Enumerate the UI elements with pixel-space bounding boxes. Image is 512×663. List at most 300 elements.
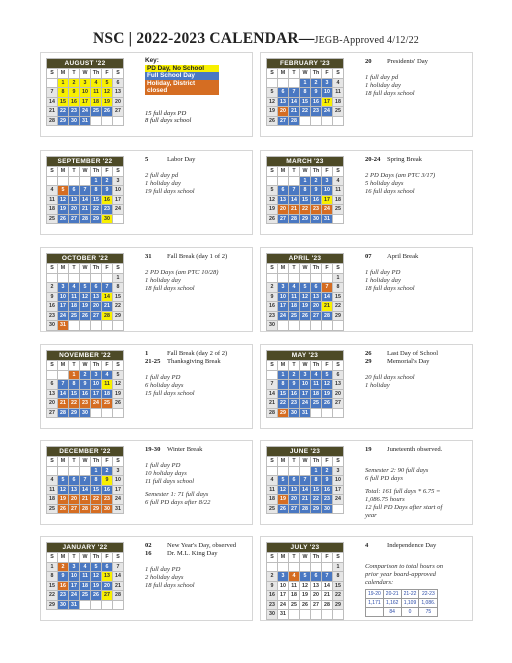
day-cell: 4 bbox=[289, 572, 300, 582]
day-cell: 12 bbox=[102, 88, 113, 98]
day-cell: 2 bbox=[322, 466, 333, 476]
day-cell: 12 bbox=[267, 195, 278, 205]
weekday-label: W bbox=[80, 457, 91, 467]
day-cell: 3 bbox=[69, 562, 80, 572]
day-cell: 14 bbox=[102, 292, 113, 302]
day-cell: 7 bbox=[267, 380, 278, 390]
event-date: 4 bbox=[365, 542, 369, 549]
day-cell: 5 bbox=[58, 186, 69, 196]
event bbox=[145, 358, 251, 366]
day-cell: 1 bbox=[113, 273, 124, 283]
day-cell bbox=[278, 273, 289, 283]
day-cell: 23 bbox=[267, 311, 278, 321]
day-cell bbox=[289, 176, 300, 186]
day-cell: 6 bbox=[311, 572, 322, 582]
day-cell: 23 bbox=[47, 311, 58, 321]
month-note: calendars: bbox=[365, 579, 394, 586]
day-cell: 11 bbox=[69, 292, 80, 302]
day-cell: 20 bbox=[278, 205, 289, 215]
day-cell: 26 bbox=[91, 591, 102, 601]
day-cell: 19 bbox=[267, 205, 278, 215]
day-cell: 30 bbox=[289, 408, 300, 418]
comparison-cell: 19-20 bbox=[366, 590, 384, 599]
day-cell: 28 bbox=[322, 600, 333, 610]
day-cell: 25 bbox=[102, 399, 113, 409]
day-cell: 12 bbox=[300, 292, 311, 302]
month-panel bbox=[260, 536, 473, 621]
weekday-label: S bbox=[113, 457, 124, 467]
day-cell bbox=[267, 176, 278, 186]
day-cell bbox=[322, 610, 333, 620]
day-cell: 27 bbox=[333, 399, 344, 409]
event bbox=[365, 350, 471, 358]
day-cell: 24 bbox=[278, 311, 289, 321]
day-cell bbox=[300, 466, 311, 476]
day-cell: 27 bbox=[69, 214, 80, 224]
day-cell: 19 bbox=[91, 581, 102, 591]
hours-comparison-table bbox=[365, 589, 438, 617]
day-cell: 22 bbox=[69, 399, 80, 409]
day-cell bbox=[289, 610, 300, 620]
day-cell bbox=[278, 176, 289, 186]
day-cell: 13 bbox=[47, 389, 58, 399]
day-cell: 30 bbox=[322, 504, 333, 514]
day-cell bbox=[113, 116, 124, 126]
day-cell: 28 bbox=[80, 214, 91, 224]
day-cell: 29 bbox=[91, 214, 102, 224]
event bbox=[145, 542, 251, 550]
day-cell: 5 bbox=[278, 476, 289, 486]
day-cell: 13 bbox=[289, 485, 300, 495]
day-cell: 21 bbox=[58, 399, 69, 409]
month-note: 1 full day pd bbox=[365, 74, 399, 81]
day-cell: 7 bbox=[113, 562, 124, 572]
day-cell: 25 bbox=[289, 311, 300, 321]
day-cell: 30 bbox=[47, 321, 58, 331]
day-cell: 5 bbox=[267, 186, 278, 196]
day-cell: 18 bbox=[267, 495, 278, 505]
day-cell bbox=[91, 600, 102, 610]
day-cell: 2 bbox=[102, 466, 113, 476]
day-cell: 18 bbox=[80, 581, 91, 591]
day-cell: 21 bbox=[80, 205, 91, 215]
weekday-label: S bbox=[113, 264, 124, 274]
day-cell: 6 bbox=[47, 380, 58, 390]
weekday-label: M bbox=[278, 361, 289, 371]
day-cell: 11 bbox=[311, 380, 322, 390]
weekday-label: S bbox=[113, 167, 124, 177]
title-approval: JEGB-Approved 4/12/22 bbox=[314, 35, 419, 46]
day-cell: 20 bbox=[289, 495, 300, 505]
month-calendar bbox=[46, 446, 124, 514]
day-cell: 18 bbox=[91, 97, 102, 107]
month-title: JUNE '23 bbox=[267, 447, 344, 457]
event bbox=[365, 253, 471, 261]
day-cell: 6 bbox=[311, 283, 322, 293]
day-cell bbox=[58, 466, 69, 476]
day-cell: 27 bbox=[289, 504, 300, 514]
day-cell: 19 bbox=[102, 97, 113, 107]
month-note: 12 full PD Days after start of bbox=[365, 504, 443, 511]
day-cell: 21 bbox=[289, 205, 300, 215]
day-cell: 24 bbox=[113, 495, 124, 505]
day-cell bbox=[333, 504, 344, 514]
day-cell: 20 bbox=[311, 302, 322, 312]
month-title: AUGUST '22 bbox=[47, 59, 124, 69]
day-cell bbox=[69, 176, 80, 186]
day-cell: 12 bbox=[300, 581, 311, 591]
month-note: 8 full days school bbox=[145, 117, 192, 124]
weekday-label: Th bbox=[91, 361, 102, 371]
day-cell: 18 bbox=[289, 591, 300, 601]
day-cell: 5 bbox=[300, 283, 311, 293]
day-cell: 18 bbox=[311, 389, 322, 399]
weekday-label: M bbox=[58, 167, 69, 177]
day-cell: 6 bbox=[333, 370, 344, 380]
day-cell: 21 bbox=[113, 581, 124, 591]
day-cell: 12 bbox=[58, 485, 69, 495]
day-cell: 3 bbox=[113, 466, 124, 476]
day-cell bbox=[322, 321, 333, 331]
day-cell: 25 bbox=[69, 311, 80, 321]
day-cell: 14 bbox=[47, 97, 58, 107]
day-cell: 29 bbox=[69, 408, 80, 418]
weekday-label: M bbox=[58, 457, 69, 467]
weekday-label: W bbox=[80, 69, 91, 79]
day-cell: 10 bbox=[69, 572, 80, 582]
day-cell: 24 bbox=[333, 495, 344, 505]
day-cell: 28 bbox=[322, 311, 333, 321]
weekday-label: S bbox=[333, 457, 344, 467]
day-cell: 7 bbox=[47, 88, 58, 98]
day-cell: 9 bbox=[267, 292, 278, 302]
event bbox=[145, 156, 251, 164]
month-note: 10 holiday days bbox=[145, 470, 187, 477]
weekday-label: M bbox=[278, 264, 289, 274]
day-cell: 9 bbox=[58, 572, 69, 582]
day-cell: 24 bbox=[80, 107, 91, 117]
day-cell: 13 bbox=[278, 97, 289, 107]
day-cell: 17 bbox=[322, 97, 333, 107]
day-cell: 9 bbox=[267, 581, 278, 591]
day-cell: 3 bbox=[333, 466, 344, 476]
day-cell: 21 bbox=[322, 302, 333, 312]
day-cell: 9 bbox=[102, 186, 113, 196]
month-note: 6 full PD days bbox=[365, 475, 403, 482]
day-cell bbox=[311, 321, 322, 331]
day-cell bbox=[322, 273, 333, 283]
legend-item: Full School Day bbox=[145, 72, 219, 80]
month-calendar bbox=[266, 542, 344, 620]
day-cell bbox=[333, 610, 344, 620]
day-cell: 29 bbox=[333, 600, 344, 610]
day-cell: 3 bbox=[322, 176, 333, 186]
day-cell: 23 bbox=[69, 107, 80, 117]
month-calendar bbox=[46, 542, 124, 610]
day-cell: 17 bbox=[333, 485, 344, 495]
weekday-label: F bbox=[322, 361, 333, 371]
day-cell: 3 bbox=[278, 572, 289, 582]
day-cell bbox=[278, 466, 289, 476]
day-cell: 2 bbox=[102, 176, 113, 186]
weekday-label: W bbox=[300, 264, 311, 274]
day-cell: 30 bbox=[267, 610, 278, 620]
day-cell: 30 bbox=[267, 321, 278, 331]
day-cell: 5 bbox=[267, 88, 278, 98]
event-name: Thanksgiving Break bbox=[167, 358, 221, 365]
day-cell: 9 bbox=[69, 88, 80, 98]
day-cell: 8 bbox=[300, 88, 311, 98]
day-cell: 21 bbox=[289, 107, 300, 117]
day-cell: 10 bbox=[113, 186, 124, 196]
day-cell: 25 bbox=[289, 600, 300, 610]
day-cell: 3 bbox=[80, 78, 91, 88]
day-cell: 12 bbox=[58, 195, 69, 205]
day-cell: 25 bbox=[333, 205, 344, 215]
day-cell: 12 bbox=[322, 380, 333, 390]
month-note: 1 holiday day bbox=[365, 277, 401, 284]
day-cell: 16 bbox=[267, 302, 278, 312]
day-cell: 4 bbox=[69, 283, 80, 293]
event bbox=[145, 253, 251, 261]
month-note: 1 holiday bbox=[365, 382, 390, 389]
day-cell: 1 bbox=[91, 176, 102, 186]
month-title: MAY '23 bbox=[267, 351, 344, 361]
month-panel bbox=[40, 344, 253, 429]
day-cell: 28 bbox=[267, 408, 278, 418]
weekday-label: F bbox=[322, 69, 333, 79]
weekday-label: S bbox=[47, 457, 58, 467]
day-cell: 30 bbox=[69, 116, 80, 126]
day-cell: 1 bbox=[311, 466, 322, 476]
day-cell: 8 bbox=[278, 380, 289, 390]
day-cell: 19 bbox=[267, 107, 278, 117]
day-cell: 12 bbox=[113, 380, 124, 390]
day-cell: 18 bbox=[289, 302, 300, 312]
weekday-label: S bbox=[267, 361, 278, 371]
day-cell: 23 bbox=[311, 107, 322, 117]
day-cell: 9 bbox=[47, 292, 58, 302]
day-cell: 15 bbox=[91, 485, 102, 495]
day-cell: 16 bbox=[267, 591, 278, 601]
weekday-label: W bbox=[80, 167, 91, 177]
day-cell: 9 bbox=[289, 380, 300, 390]
event-date: 20 bbox=[365, 58, 372, 65]
day-cell: 13 bbox=[102, 572, 113, 582]
day-cell bbox=[267, 78, 278, 88]
weekday-label: F bbox=[102, 457, 113, 467]
event-name: Fall Break (day 2 of 2) bbox=[167, 350, 228, 357]
day-cell bbox=[289, 273, 300, 283]
day-cell: 24 bbox=[91, 399, 102, 409]
month-note: 6 full PD days after 8/22 bbox=[145, 499, 211, 506]
day-cell bbox=[80, 273, 91, 283]
day-cell bbox=[102, 600, 113, 610]
weekday-label: M bbox=[58, 553, 69, 563]
day-cell bbox=[311, 273, 322, 283]
day-cell: 31 bbox=[113, 504, 124, 514]
day-cell: 24 bbox=[113, 205, 124, 215]
day-cell bbox=[58, 176, 69, 186]
day-cell: 18 bbox=[47, 205, 58, 215]
weekday-label: T bbox=[69, 553, 80, 563]
weekday-label: Th bbox=[311, 553, 322, 563]
comparison-cell: 75 bbox=[419, 608, 438, 617]
day-cell: 21 bbox=[47, 107, 58, 117]
day-cell bbox=[47, 176, 58, 186]
day-cell: 15 bbox=[278, 389, 289, 399]
day-cell bbox=[69, 321, 80, 331]
event bbox=[365, 58, 471, 66]
day-cell: 15 bbox=[47, 581, 58, 591]
day-cell bbox=[311, 116, 322, 126]
month-note: 1 full day PD bbox=[145, 374, 181, 381]
day-cell: 5 bbox=[58, 476, 69, 486]
day-cell bbox=[300, 321, 311, 331]
day-cell: 1 bbox=[333, 562, 344, 572]
month-note: 20 full days school bbox=[365, 374, 415, 381]
weekday-label: Th bbox=[311, 361, 322, 371]
event-date: 16 bbox=[145, 550, 152, 557]
weekday-label: F bbox=[102, 553, 113, 563]
month-note: Semester 1: 71 full days bbox=[145, 491, 209, 498]
comparison-cell: 0 bbox=[401, 608, 419, 617]
day-cell: 11 bbox=[333, 186, 344, 196]
day-cell bbox=[278, 321, 289, 331]
day-cell: 1 bbox=[300, 78, 311, 88]
month-note: 18 full days school bbox=[145, 285, 195, 292]
day-cell: 9 bbox=[311, 88, 322, 98]
day-cell: 27 bbox=[278, 214, 289, 224]
event bbox=[145, 550, 251, 558]
day-cell: 4 bbox=[267, 476, 278, 486]
day-cell: 1 bbox=[47, 562, 58, 572]
month-note: 19 full days school bbox=[145, 188, 195, 195]
event-name: April Break bbox=[387, 253, 419, 260]
day-cell bbox=[278, 562, 289, 572]
day-cell: 20 bbox=[113, 97, 124, 107]
month-note: year bbox=[365, 512, 377, 519]
day-cell: 4 bbox=[333, 78, 344, 88]
weekday-label: T bbox=[69, 457, 80, 467]
day-cell: 9 bbox=[80, 380, 91, 390]
day-cell: 31 bbox=[58, 321, 69, 331]
day-cell: 4 bbox=[47, 186, 58, 196]
day-cell: 10 bbox=[333, 476, 344, 486]
event-name: New Year's Day, observed bbox=[167, 542, 237, 549]
day-cell: 15 bbox=[300, 195, 311, 205]
day-cell: 28 bbox=[289, 214, 300, 224]
day-cell: 25 bbox=[267, 504, 278, 514]
day-cell: 23 bbox=[58, 591, 69, 601]
day-cell: 6 bbox=[278, 186, 289, 196]
event-name: Juneteenth observed. bbox=[387, 446, 443, 453]
day-cell: 14 bbox=[80, 485, 91, 495]
day-cell: 20 bbox=[102, 581, 113, 591]
day-cell: 19 bbox=[300, 302, 311, 312]
event bbox=[145, 350, 251, 358]
day-cell bbox=[58, 273, 69, 283]
day-cell: 28 bbox=[47, 116, 58, 126]
day-cell: 17 bbox=[322, 195, 333, 205]
day-cell: 21 bbox=[80, 495, 91, 505]
month-calendar bbox=[46, 156, 124, 224]
month-calendar bbox=[266, 446, 344, 514]
month-info bbox=[145, 253, 251, 293]
day-cell: 6 bbox=[69, 476, 80, 486]
day-cell: 8 bbox=[300, 186, 311, 196]
event-date: 1 bbox=[145, 350, 149, 357]
weekday-label: T bbox=[289, 361, 300, 371]
day-cell: 6 bbox=[91, 283, 102, 293]
day-cell: 23 bbox=[102, 495, 113, 505]
day-cell: 18 bbox=[102, 389, 113, 399]
day-cell: 27 bbox=[311, 600, 322, 610]
day-cell: 25 bbox=[91, 107, 102, 117]
weekday-label: F bbox=[102, 167, 113, 177]
day-cell: 24 bbox=[58, 311, 69, 321]
month-calendar bbox=[46, 350, 124, 418]
event-name: Presidents' Day bbox=[387, 58, 428, 65]
day-cell: 7 bbox=[80, 186, 91, 196]
month-title: APRIL '23 bbox=[267, 254, 344, 264]
month-note: 1 holiday day bbox=[145, 277, 181, 284]
month-calendar bbox=[266, 350, 344, 418]
day-cell: 14 bbox=[322, 581, 333, 591]
day-cell: 10 bbox=[322, 186, 333, 196]
day-cell bbox=[91, 408, 102, 418]
day-cell bbox=[267, 562, 278, 572]
day-cell: 16 bbox=[102, 485, 113, 495]
weekday-label: T bbox=[289, 167, 300, 177]
month-info bbox=[365, 542, 471, 617]
day-cell: 3 bbox=[278, 283, 289, 293]
day-cell bbox=[267, 273, 278, 283]
month-note: 1 holiday day bbox=[365, 82, 401, 89]
day-cell: 17 bbox=[91, 389, 102, 399]
month-panel bbox=[40, 52, 253, 137]
day-cell: 10 bbox=[80, 88, 91, 98]
day-cell: 5 bbox=[91, 562, 102, 572]
day-cell: 27 bbox=[47, 408, 58, 418]
day-cell: 30 bbox=[102, 504, 113, 514]
weekday-label: Th bbox=[311, 264, 322, 274]
day-cell: 22 bbox=[311, 495, 322, 505]
day-cell: 6 bbox=[69, 186, 80, 196]
day-cell: 16 bbox=[80, 389, 91, 399]
event bbox=[365, 358, 471, 366]
month-panel bbox=[260, 52, 473, 137]
month-note: 18 full days school bbox=[365, 90, 415, 97]
day-cell: 26 bbox=[58, 504, 69, 514]
day-cell: 1 bbox=[300, 176, 311, 186]
month-title: FEBRUARY '23 bbox=[267, 59, 344, 69]
day-cell: 15 bbox=[333, 581, 344, 591]
day-cell bbox=[80, 176, 91, 186]
month-panel bbox=[260, 247, 473, 332]
day-cell: 16 bbox=[102, 195, 113, 205]
day-cell: 10 bbox=[278, 292, 289, 302]
day-cell: 8 bbox=[91, 186, 102, 196]
day-cell: 23 bbox=[322, 495, 333, 505]
weekday-label: W bbox=[80, 361, 91, 371]
event-name: Fall Break (day 1 of 2) bbox=[167, 253, 228, 260]
month-note: 15 full days PD bbox=[145, 109, 187, 117]
month-info bbox=[145, 156, 251, 196]
day-cell: 16 bbox=[47, 302, 58, 312]
day-cell: 1 bbox=[333, 273, 344, 283]
day-cell: 1 bbox=[278, 370, 289, 380]
